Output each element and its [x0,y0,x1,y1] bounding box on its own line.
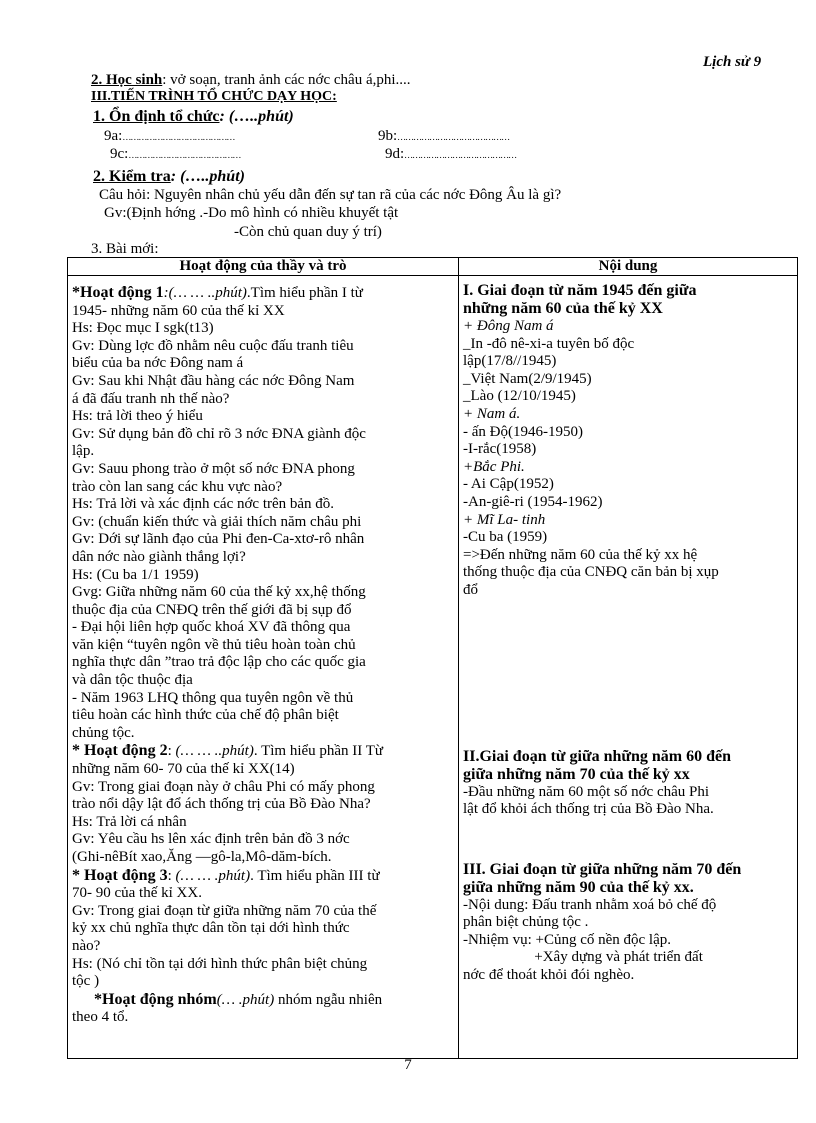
act-line: Gv: Dùng lợc đồ nhằm nêu cuộc đấu tranh tiêu [72,337,354,354]
class-dots: …………………………………… [397,132,510,142]
act-line: á đã đấu tranh nh thế nào? [72,390,230,407]
class-9a [104,128,234,145]
content-line: +Xây dựng và phát triển đất [463,949,703,966]
student-label: 2. Học sinh [91,72,163,88]
act-line: dân nớc nào giành thắng lợi? [72,548,246,565]
act-line: nào? [72,937,101,954]
content-line: -Đầu những năm 60 một số nớc châu Phi [463,783,710,800]
content-line: + Đông Nam á [463,318,554,334]
content-line: +Bắc Phi. [463,458,525,475]
act-line: lập. [72,443,95,460]
content-line: - Ai Cập(1952) [463,476,554,493]
act-line: kỷ xx chủ nghĩa thực dân tồn tại dới hình thức [72,920,350,937]
class-dots: …………………………………… [122,132,235,142]
activities-cell [68,276,459,1059]
content-line: nớc để thoát khỏi đói nghèo. [463,967,635,984]
act-line: - Đại hội liên hợp quốc khoá XV đã thông qua [72,619,351,636]
content-line: lập(17/8//1945) [463,353,557,370]
act-line: thuộc địa của CNĐQ trên thế giới đã bị sụp đổ [72,601,352,618]
act-line: Gv: Yêu cầu hs lên xác định trên bản đồ 3 nớc [72,831,350,848]
on-dinh-time: : (…..phút) [219,108,294,125]
kiem-tra-label: 2. Kiểm tra [93,168,171,185]
act-line: Hs: Trả lời và xác định các nớc trên bản đồ. [72,496,335,513]
class-name: 9b: [378,128,398,144]
act-line: *Hoạt động 1:(… … ..phút).Tìm hiểu phần I từ [72,284,363,301]
table-body-row [68,276,798,1059]
on-dinh-label: 1. Ổn định tổ chức [93,108,220,125]
section-1-title-cont: những năm 60 của thế kỷ XX [463,300,663,317]
content-line: _In -đô nê-xi-a tuyên bố độc [463,335,635,352]
act-line: Hs: Trả lời cá nhân [72,813,187,830]
act-line: và dân tộc thuộc địa [72,672,193,689]
section-2-title-cont: giữa những năm 70 của thế kỷ xx [463,765,690,783]
act-line: tiêu hoàn các hình thức của chế độ phân biệt [72,707,339,724]
act-line: văn kiện “tuyên ngôn về thủ tiêu hoàn toàn chủ [72,636,356,653]
lesson-table [67,257,798,1059]
act-line: Hs: Đọc mục I sgk(t13) [72,320,214,337]
section-2-title: II.Giai đoạn từ giữa những năm 60 đến [463,747,731,765]
act-line: * Hoạt động 2: (… … ..phút). Tìm hiểu phần II Từ [72,742,384,760]
kiem-tra-answer-1: Gv:(Định hớng .-Do mô hình có nhiều khuyết tật [104,205,399,221]
act-line: trào nổi dậy lật đổ ách thống trị của Bồ Đào Nha? [72,796,371,813]
act-line: Hs: trả lời theo ý hiểu [72,408,203,425]
act-line: Gv: Sauu phong trào ở một số nớc ĐNA phong [72,460,355,477]
content-line: =>Đến những năm 60 của thế kỷ xx hệ [463,546,698,563]
content-line: -Nhiệm vụ: +Củng cố nền độc lập. [463,931,672,948]
col-header-content: Nội dung [459,258,798,276]
act-line: 1945- những năm 60 của thế kỉ XX [72,302,285,319]
act-line: nghĩa thực dân ”trao trả độc lập cho các quốc gia [72,654,366,671]
content-line: thống thuộc địa của CNĐQ căn bản bị xụp [463,564,719,581]
content-line: _Việt Nam(2/9/1945) [463,370,592,387]
content-line: -An-giê-ri (1954-1962) [463,493,603,510]
kiem-tra-time: : (…..phút) [170,168,245,185]
kiem-tra-line [93,168,245,186]
content-line: _Lào (12/10/1945) [463,388,576,405]
act-line: biểu của ba nớc Đông nam á [72,355,244,372]
class-9d [385,146,516,163]
class-name: 9d: [385,146,405,162]
subject-header: Lịch sử 9 [703,54,762,70]
content-line: lật đổ khỏi ách thống trị của Bồ Đào Nha. [463,801,714,818]
student-prep-line [91,72,411,89]
content-line: + Mĩ La- tinh [463,511,546,528]
section-1-title: I. Giai đoạn từ năm 1945 đến giữa [463,282,697,299]
content-line: phân biệt chủng tộc . [463,914,589,931]
act-line: Gv: Sử dụng bản đồ chỉ rõ 3 nớc ĐNA giành độc [72,425,366,442]
act-line: theo 4 tổ. [72,1009,129,1026]
class-name: 9a: [104,128,123,144]
section-3-title: III. Giai đoạn từ giữa những năm 70 đến [463,860,742,878]
class-dots: …………………………………… [128,150,241,160]
act-line: Hs: (Cu ba 1/1 1959) [72,566,199,583]
act-line: Gv: Dới sự lãnh đạo của Phi đen-Ca-xtơ-rô nhân [72,531,365,548]
content-line: - ấn Độ(1946-1950) [463,423,583,440]
content-line: -I-rắc(1958) [463,441,537,458]
section-3-title-cont: giữa những năm 90 của thế kỷ xx. [463,878,694,896]
class-dots: …………………………………… [404,150,517,160]
act-line: Gv: Trong giai đoạn này ở châu Phi có mấy phong [72,778,375,795]
act-line: Gv: (chuẩn kiến thức và giải thích năm châu phi [72,513,362,530]
table-header-row [68,258,798,276]
kiem-tra-answer-2: -Còn chủ quan duy ý trí) [234,224,382,240]
kiem-tra-question: Câu hỏi: Nguyên nhân chủ yếu dẫn đến sự tan rã của các nớc Đông Âu là gì? [99,187,562,203]
act-line: trào còn lan sang các khu vực nào? [72,478,283,495]
class-9b [378,128,509,145]
class-9c [110,146,240,163]
content-line: -Nội dung: Đấu tranh nhằm xoá bỏ chế độ [463,896,717,913]
spacer [463,600,793,748]
act-line: * Hoạt động 3: (… … .phút). Tìm hiểu phần III từ [72,866,380,884]
col-header-activities: Hoạt động của thầy và trò [68,258,459,276]
content-line: -Cu ba (1959) [463,529,548,546]
act-line: chủng tộc. [72,724,135,741]
act-line: - Năm 1963 LHQ thông qua tuyên ngôn về thủ [72,689,354,706]
on-dinh-line [93,108,294,126]
act-line: (Ghi-nêBít xao,Ăng —gô-la,Mô-dăm-bích. [72,849,332,865]
page-number: 7 [404,1057,412,1073]
content-cell [459,276,798,1059]
act-line: Gv: Trong giai đoạn từ giữa những năm 70 của thế [72,902,377,919]
bai-moi-label: 3. Bài mới: [91,241,159,257]
section-title: III.TIẾN TRÌNH TỔ CHỨC DẠY HỌC: [91,89,337,104]
spacer [463,819,793,861]
content-line: đổ [463,581,478,598]
act-line: Hs: (Nó chỉ tồn tại dới hình thức phân biệt chủng [72,955,368,972]
student-text: : vở soạn, tranh ảnh các nớc châu á,phi.... [162,72,411,88]
act-line: *Hoạt động nhóm(… .phút) nhóm ngẫu nhiên [94,990,383,1008]
act-line: 70- 90 của thế kỉ XX. [72,885,202,902]
act-line: Gv: Sau khi Nhật đầu hàng các nớc Đông Nam [72,372,355,389]
act-line: những năm 60- 70 của thế kỉ XX(14) [72,761,295,778]
class-name: 9c: [110,146,129,162]
act-line: Gvg: Giữa những năm 60 của thế kỷ xx,hệ thống [72,584,366,601]
content-line: + Nam á. [463,405,521,422]
act-line: tộc ) [72,973,100,990]
